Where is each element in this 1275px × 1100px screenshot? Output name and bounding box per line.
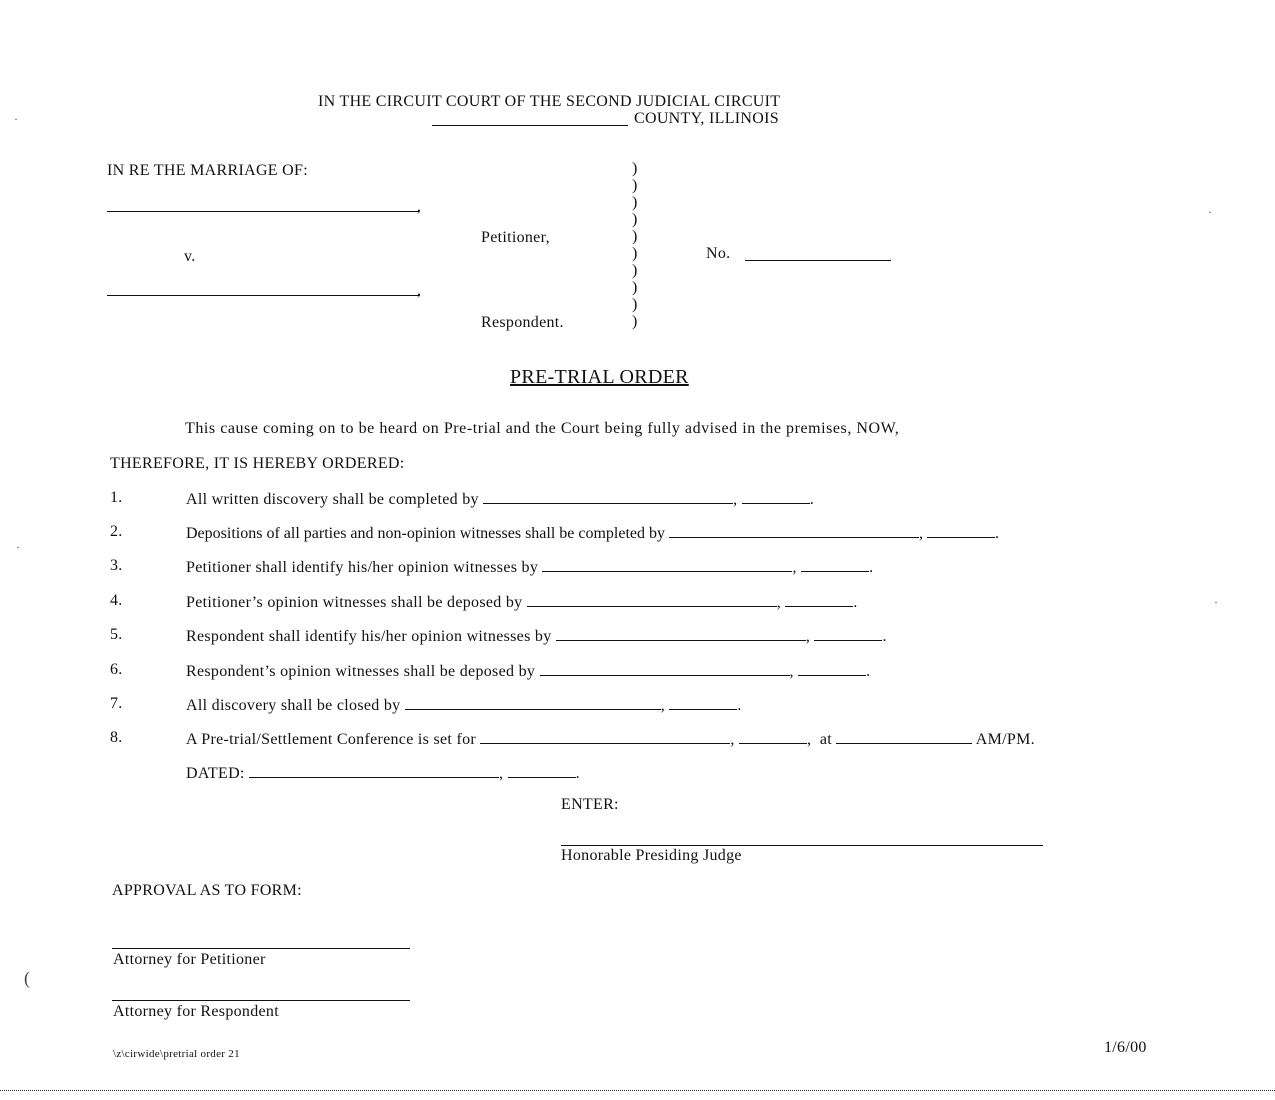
county-blank[interactable] [432, 125, 628, 126]
year-blank[interactable] [742, 489, 810, 504]
caption-parentheses: ) ) ) ) ) ) ) ) ) ) [632, 160, 638, 330]
judge-label: Honorable Presiding Judge [561, 847, 742, 864]
respondent-name-blank[interactable] [107, 295, 419, 296]
dated-line [186, 763, 580, 783]
order-item-1 [186, 489, 814, 509]
date-blank[interactable] [540, 661, 790, 676]
period: . [995, 525, 1000, 542]
item-number: 3. [110, 557, 123, 574]
order-item-6 [186, 661, 870, 681]
item-number: 5. [110, 626, 123, 643]
intro-line-1: This cause coming on to be heard on Pre-trial and the Court being fully advised in the premises, NOW, [185, 420, 900, 437]
date-blank[interactable] [527, 592, 777, 607]
respondent-label: Respondent. [481, 314, 564, 331]
date-blank[interactable] [480, 729, 730, 744]
comma: , [919, 525, 924, 542]
form-date: 1/6/00 [1104, 1039, 1147, 1056]
item-text: Respondent shall identify his/her opinion witnesses by [186, 628, 552, 645]
date-blank[interactable] [556, 626, 806, 641]
item-text: All written discovery shall be completed by [186, 491, 479, 508]
attorney-petitioner-label: Attorney for Petitioner [113, 951, 266, 968]
period: . [866, 663, 871, 680]
year-blank[interactable] [801, 557, 869, 572]
dated-label: DATED: [186, 765, 245, 782]
at-label: at [819, 731, 833, 748]
period: . [882, 628, 887, 645]
item-text: Petitioner shall identify his/her opinion witnesses by [186, 559, 539, 576]
judge-signature-line[interactable] [561, 845, 1043, 846]
order-item-8 [186, 729, 1035, 749]
period: . [869, 559, 874, 576]
scan-mark: · [1208, 205, 1213, 219]
date-blank[interactable] [542, 557, 792, 572]
comma: , [776, 594, 782, 611]
item-text: Depositions of all parties and non-opinion witnesses shall be completed by [186, 525, 666, 542]
item-number: 1. [110, 489, 123, 506]
date-blank[interactable] [405, 695, 661, 710]
comma: , [792, 559, 797, 576]
respondent-attorney-signature-line[interactable] [112, 1000, 410, 1001]
order-item-2 [186, 523, 999, 543]
case-number-label: No. [706, 245, 731, 262]
year-blank[interactable] [669, 695, 737, 710]
year-blank[interactable] [927, 523, 995, 538]
petitioner-name-blank[interactable] [107, 211, 419, 212]
item-text: A Pre-trial/Settlement Conference is set for [186, 731, 477, 748]
order-item-4 [186, 592, 858, 612]
item-text: All discovery shall be closed by [186, 697, 401, 714]
order-item-3 [186, 557, 873, 577]
scan-mark: · [14, 112, 19, 126]
enter-label: ENTER: [561, 796, 619, 813]
approval-heading: APPROVAL AS TO FORM: [112, 882, 302, 899]
petitioner-attorney-signature-line[interactable] [112, 948, 410, 949]
comma: , [499, 765, 504, 782]
scan-mark: ( [24, 968, 31, 988]
order-item-7 [186, 695, 742, 715]
intro-line-2: THEREFORE, IT IS HEREBY ORDERED: [110, 455, 405, 472]
dated-date-blank[interactable] [249, 763, 499, 778]
scan-mark: · [1214, 595, 1219, 609]
county-label: COUNTY, ILLINOIS [634, 110, 779, 127]
comma: , [417, 282, 422, 299]
page-title: PRE-TRIAL ORDER [510, 366, 689, 388]
period: . [737, 697, 742, 714]
comma: , [733, 491, 738, 508]
item-text: Petitioner’s opinion witnesses shall be deposed by [186, 594, 523, 611]
year-blank[interactable] [785, 592, 853, 607]
item-text: Respondent’s opinion witnesses shall be deposed by [186, 663, 536, 680]
period: . [853, 594, 858, 611]
attorney-respondent-label: Attorney for Respondent [113, 1003, 279, 1020]
scan-edge-artifact [0, 1090, 1275, 1091]
case-number-blank[interactable] [745, 260, 891, 261]
time-blank[interactable] [836, 729, 972, 744]
item-number: 7. [110, 695, 123, 712]
year-blank[interactable] [814, 626, 882, 641]
item-number: 4. [110, 592, 123, 609]
comma: , [789, 663, 794, 680]
versus-label: v. [184, 248, 196, 265]
period: . [809, 491, 815, 508]
comma: , [806, 731, 812, 748]
comma: , [805, 628, 811, 645]
comma: , [417, 198, 422, 215]
date-blank[interactable] [483, 489, 733, 504]
dated-year-blank[interactable] [508, 763, 576, 778]
item-number: 2. [110, 523, 123, 540]
year-blank[interactable] [739, 729, 807, 744]
year-blank[interactable] [798, 661, 866, 676]
period: . [575, 765, 580, 782]
comma: , [730, 731, 735, 748]
scan-mark: · [16, 540, 21, 554]
comma: , [660, 697, 666, 714]
petitioner-label: Petitioner, [481, 229, 550, 246]
item-number: 6. [110, 661, 123, 678]
in-re-marriage-label: IN RE THE MARRIAGE OF: [107, 162, 308, 179]
court-heading: IN THE CIRCUIT COURT OF THE SECOND JUDICIAL CIRCUIT [318, 93, 781, 110]
date-blank[interactable] [669, 523, 919, 538]
file-path: \z\cirwide\pretrial order 21 [113, 1048, 240, 1060]
order-item-5 [186, 626, 887, 646]
item-number: 8. [110, 729, 123, 746]
ampm-label: AM/PM. [975, 731, 1035, 748]
